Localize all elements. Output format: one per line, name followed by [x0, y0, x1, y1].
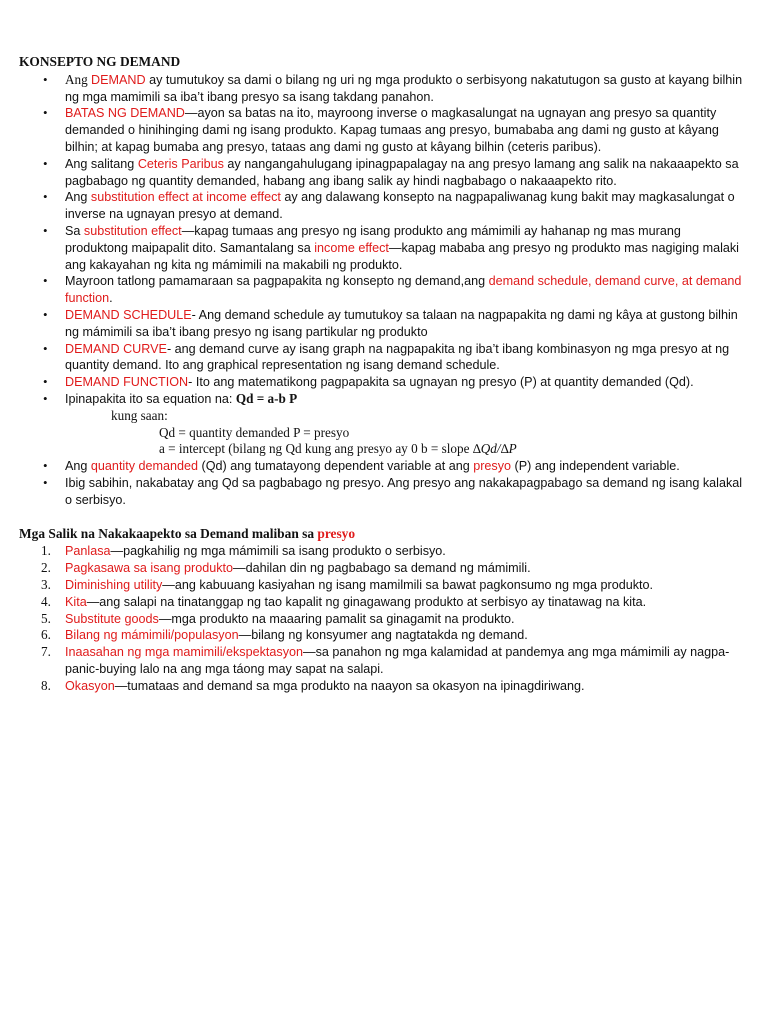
term-quantity-demanded: quantity demanded — [90, 459, 199, 474]
bullet-demand: • Ang DEMAND ay tumutukoy sa dami o bilang ng uri ng mga produkto o serbisyong nakatutugon sa gusto at kayang bilhin ng mga mamimili sa iba’t ibang presyo sa isang takdang panahon. — [19, 72, 746, 106]
bullet-demand-curve: • DEMAND CURVE- ang demand curve ay isang graph na nagpapakita ng iba’t ibang kombinasyon ng mga presyo at ng quantity demand. Ito ang graphical representation ng isang demand schedule. — [19, 341, 746, 375]
bullet-batas-ng-demand: • BATAS NG DEMAND—ayon sa batas na ito, mayroong inverse o magkasalungat na ugnayan ang presyo sa quantity demanded o hinihinging dami ng isang produkto. Kapag tumaas ang presyo, bumababa ang dami ng gusto at kâyang bilhin; at kapag bumaba ang presyo, tataas ang dami ng gusto at kâyang bilhin (ceteris paribus). — [19, 105, 746, 155]
salik-item: 3. Diminishing utility—ang kabuuang kasiyahan ng isang mamilmili sa bawat pagkonsumo ng mga produkto. — [41, 576, 654, 592]
bullet-substitution-effect: • Sa substitution effect—kapag tumaas ang presyo ng isang produkto ang mámimili ay hahanap ng mas murang produktong maipapalit dito. Samantalang sa income effect—kapag mababa ang presyo ng produkto mas nagiging malaki ang kakayahan ng kita ng mámimili na makabili ng produkto. — [19, 223, 746, 273]
bullet-ceteris-paribus: • Ang salitang Ceteris Paribus ay nangangahulugang ipinagpapalagay na ang presyo lamang ang salik na nakaaapekto sa pagbabago ng quantity demanded, habang ang ibang salik ay hindi nagbabago o nakaaapekto rito. — [19, 156, 746, 190]
term-batas-ng-demand: BATAS NG DEMAND — [65, 106, 185, 121]
slope-formula: ∆Qd/∆P — [472, 441, 517, 457]
term-presyo: presyo — [473, 459, 512, 474]
bullet-ibig-sabihin: • Ibig sabihin, nakabatay ang Qd sa pagbabago ng presyo. Ang presyo ang nakakapagpabago sa demand ng isang kalakal o serbisyo. — [19, 475, 746, 509]
title-presyo: presyo — [317, 525, 356, 541]
term-demand-function: DEMAND FUNCTION — [65, 375, 189, 390]
salik-numbered-list — [19, 543, 746, 694]
section-title-salik: Mga Salik na Nakakaapekto sa Demand maliban sa presyo — [19, 525, 356, 541]
salik-item: 8. Okasyon—tumataas and demand sa mga produkto na naayon sa okasyon na ipinagdiriwang. — [41, 677, 585, 693]
konsepto-bullet-list — [19, 72, 746, 509]
salik-item: 4. Kita—ang salapi na tinatanggap ng tao kapalit ng ginagawang produkto at serbisyo ay tinatawag na kita. — [41, 593, 647, 609]
bullet-variables: • Ang quantity demanded (Qd) ang tumatayong dependent variable at ang presyo (P) ang independent variable. — [19, 458, 746, 475]
term-substitution-income: substitution effect at income effect — [90, 190, 281, 205]
salik-item: 7. Inaasahan ng mga mamimili/ekspektasyon—sa panahon ng mga kalamidad at pandemya ang mga mámimili ay nagpa-panic-buying lalo na ang mga táong may sapat na salapi. — [41, 644, 730, 676]
salik-item: 1. Panlasa—pagkahilig ng mga mámimili sa isang produkto o serbisyo. — [41, 543, 446, 559]
equation-where: kung saan: — [111, 407, 168, 423]
term-demand: DEMAND — [91, 72, 146, 87]
term-ceteris-paribus: Ceteris Paribus — [137, 156, 224, 171]
bullet-demand-schedule: • DEMAND SCHEDULE- Ang demand schedule ay tumutukoy sa talaan na nagpapakita ng dami ng kâya at gustong bilhin ng mámimili sa iba’t ibang presyo ng isang partikular ng produkto — [19, 307, 746, 341]
bullet-tatlong-pamamaraan: • Mayroon tatlong pamamaraan sa pagpapakita ng konsepto ng demand,ang demand schedule, demand curve, at demand function. — [19, 273, 746, 307]
term-income-effect: income effect — [314, 240, 389, 255]
salik-item: 5. Substitute goods—mga produkto na maaaring pamalit sa ginagamit na produkto. — [41, 610, 515, 626]
term-substitution-effect: substitution effect — [83, 223, 182, 238]
equation-line-1: Qd = quantity demanded P = presyo — [159, 424, 350, 440]
demand-equation: Qd = a-b P — [235, 390, 298, 406]
salik-item: 6. Bilang ng mámimili/populasyon—bilang ng konsyumer ang nagtatakda ng demand. — [41, 627, 528, 643]
salik-item: 2. Pagkasawa sa isang produkto—dahilan din ng pagbabago sa demand ng mámimili. — [41, 560, 531, 576]
term-demand-schedule: DEMAND SCHEDULE — [65, 307, 192, 322]
term-demand-methods: demand schedule, demand curve, at demand function — [65, 274, 742, 306]
bullet-substitution-income: • Ang substitution effect at income effect ay ang dalawang konsepto na nagpapaliwanag kung bakit may magkasalungat o inverse na ugnayan presyo at demand. — [19, 189, 746, 223]
section-title-konsepto: KONSEPTO NG DEMAND — [19, 54, 181, 69]
bullet-equation: • Ipinapakita ito sa equation na: Qd = a-b P kung saan: Qd = quantity demanded P = presyo a = intercept (bilang ng Qd kung ang presyo ay 0 b = slope ∆Qd/∆P — [19, 391, 746, 458]
equation-line-2: a = intercept (bilang ng Qd kung ang presyo ay 0 b = slope ∆Qd/∆P — [159, 441, 517, 457]
bullet-demand-function: • DEMAND FUNCTION- Ito ang matematikong pagpapakita sa ugnayan ng presyo (P) at quantity demanded (Qd). — [19, 374, 746, 391]
term-demand-curve: DEMAND CURVE — [65, 341, 167, 356]
